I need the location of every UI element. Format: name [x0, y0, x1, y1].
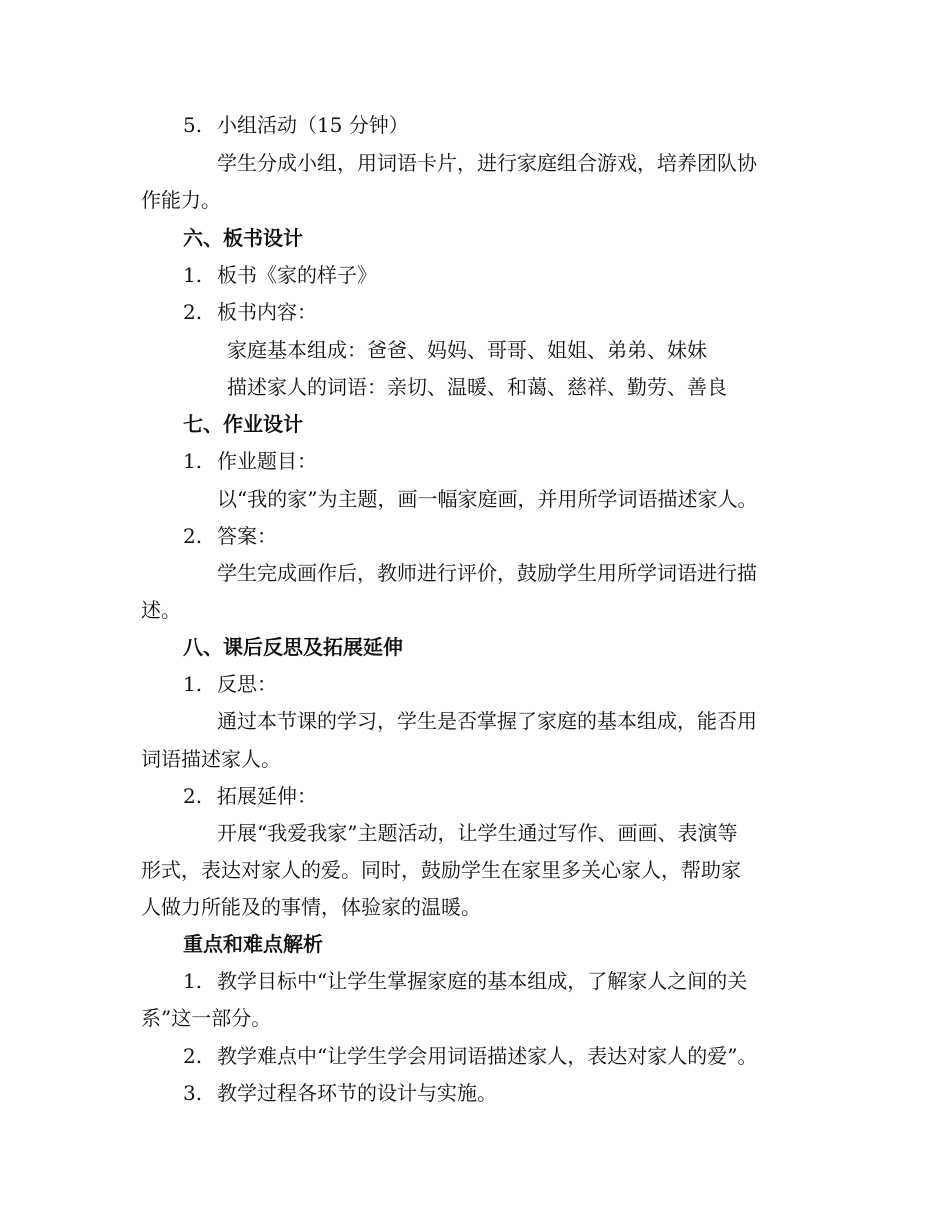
board-content-line: 家庭基本组成：爸爸、妈妈、哥哥、姐姐、弟弟、妹妹 [227, 338, 707, 362]
list-number: 1. [183, 449, 203, 473]
list-number: 2. [183, 300, 203, 324]
list-item [183, 297, 317, 327]
list-text: 反思： [217, 672, 277, 696]
list-number: 5. [183, 113, 203, 137]
paragraph-line: 学生分成小组，用词语卡片，进行家庭组合游戏，培养团队协 [217, 151, 757, 175]
list-number: 2. [183, 784, 203, 808]
list-item [183, 1078, 497, 1108]
list-item [183, 669, 277, 699]
paragraph-line: 通过本节课的学习，学生是否掌握了家庭的基本组成，能否用 [217, 709, 757, 733]
paragraph-line: 词语描述家人。 [141, 747, 281, 771]
section-heading-8: 八、课后反思及拓展延伸 [183, 635, 403, 659]
list-text: 答案： [217, 524, 277, 548]
list-text: 教学过程各环节的设计与实施。 [217, 1081, 497, 1105]
list-text: 作业题目： [217, 449, 317, 473]
section-heading-6: 六、板书设计 [183, 226, 303, 250]
key-points-heading: 重点和难点解析 [183, 932, 323, 956]
list-item-5 [183, 110, 409, 140]
list-number: 2. [183, 524, 203, 548]
paragraph-line: 系”这一部分。 [141, 1006, 272, 1030]
paragraph-line: 形式，表达对家人的爱。同时，鼓励学生在家里多关心家人，帮助家 [141, 858, 741, 882]
list-item [183, 260, 377, 290]
list-number: 2. [183, 1044, 203, 1068]
section-heading-7: 七、作业设计 [183, 412, 303, 436]
list-item [183, 966, 747, 996]
board-content-line: 描述家人的词语：亲切、温暖、和蔼、慈祥、勤劳、善良 [227, 375, 727, 399]
list-number: 1. [183, 969, 203, 993]
list-text: 拓展延伸： [217, 784, 317, 808]
list-number: 1. [183, 672, 203, 696]
list-item [183, 1041, 757, 1071]
paragraph-line: 开展“我爱我家”主题活动，让学生通过写作、画画、表演等 [217, 821, 738, 845]
list-text: 教学目标中“让学生掌握家庭的基本组成，了解家人之间的关 [217, 969, 748, 993]
list-number: 1. [183, 263, 203, 287]
list-text: 板书内容： [217, 300, 317, 324]
list-item [183, 521, 277, 551]
paragraph-line: 述。 [141, 598, 181, 622]
list-text: 板书《家的样子》 [217, 263, 377, 287]
list-item [183, 781, 317, 811]
paragraph-line: 以“我的家”为主题，画一幅家庭画，并用所学词语描述家人。 [217, 487, 758, 511]
paragraph-line: 作能力。 [141, 188, 221, 212]
paragraph-line: 学生完成画作后，教师进行评价，鼓励学生用所学词语进行描 [217, 561, 757, 585]
list-text: 小组活动（15 分钟） [217, 113, 409, 137]
paragraph-line: 人做力所能及的事情，体验家的温暖。 [141, 895, 481, 919]
list-number: 3. [183, 1081, 203, 1105]
list-text: 教学难点中“让学生学会用词语描述家人，表达对家人的爱”。 [217, 1044, 758, 1068]
list-item [183, 446, 317, 476]
